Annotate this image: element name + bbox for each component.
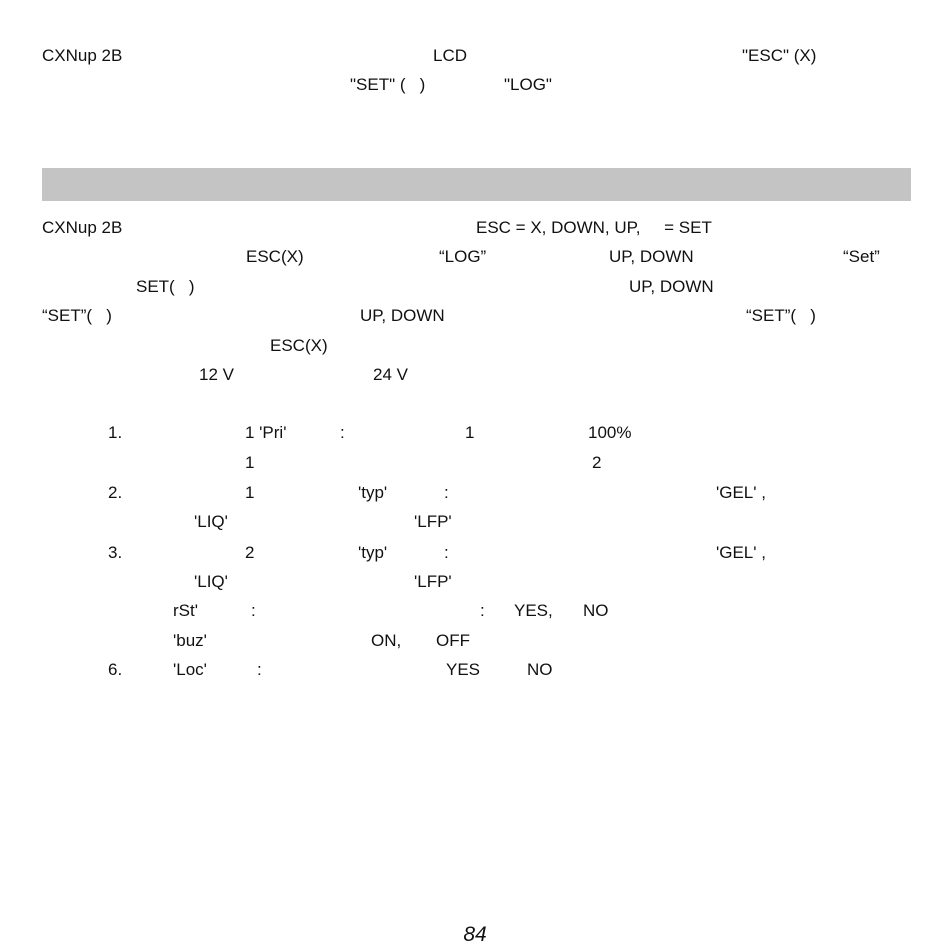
- list-item-5-on: ON,: [371, 631, 402, 650]
- list-item-1-pri: 1 'Pri': [245, 423, 287, 442]
- section-updown-keys: UP, DOWN: [360, 306, 445, 325]
- list-item-2-typ: 'typ': [358, 483, 388, 502]
- list-item-1-number: 1.: [108, 423, 123, 442]
- section-updown-keys: UP, DOWN: [629, 277, 714, 296]
- intro-log-label: "LOG": [504, 75, 552, 94]
- list-item-4-no: NO: [583, 601, 609, 620]
- intro-lcd-label: LCD: [433, 46, 468, 65]
- list-item-2-colon: :: [444, 483, 449, 502]
- section-set-label: “Set”: [843, 247, 880, 266]
- list-item-6-colon: :: [257, 660, 262, 679]
- intro-esc-key: "ESC" (X): [742, 46, 817, 65]
- intro-set-key: "SET" ( ): [350, 75, 426, 94]
- page-number: 84: [463, 923, 487, 946]
- section-set-key: “SET”( ): [42, 306, 112, 325]
- section-product-name: CXNup 2B: [42, 218, 123, 237]
- intro-product-name: CXNup 2B: [42, 46, 123, 65]
- list-item-4-colon: :: [251, 601, 256, 620]
- list-item-3-gel: 'GEL' ,: [716, 543, 766, 562]
- list-item-4-yes: YES,: [514, 601, 553, 620]
- list-item-2-value: 1: [245, 483, 255, 502]
- list-item-3-typ: 'typ': [358, 543, 388, 562]
- list-item-6-yes: YES: [446, 660, 481, 679]
- list-item-1-value: 1: [465, 423, 475, 442]
- list-item-6-loc: 'Loc': [173, 660, 207, 679]
- list-item-1-value: 2: [592, 453, 602, 472]
- list-item-1-colon: :: [340, 423, 345, 442]
- section-voltage-24v: 24 V: [373, 365, 408, 384]
- list-item-3-colon: :: [444, 543, 449, 562]
- list-item-3-liq: 'LIQ': [194, 572, 228, 591]
- list-item-3-lfp: 'LFP': [414, 572, 452, 591]
- section-updown-keys: UP, DOWN: [609, 247, 694, 266]
- list-item-1-value: 1: [245, 453, 255, 472]
- list-item-2-lfp: 'LFP': [414, 512, 452, 531]
- list-item-6-no: NO: [527, 660, 553, 679]
- section-esc-key: ESC(X): [246, 247, 304, 266]
- section-esc-key: ESC(X): [270, 336, 328, 355]
- list-item-4-colon: :: [480, 601, 485, 620]
- section-header-bar: [42, 168, 911, 201]
- section-set-key: SET( ): [136, 277, 195, 296]
- list-item-2-liq: 'LIQ': [194, 512, 228, 531]
- list-item-2-gel: 'GEL' ,: [716, 483, 766, 502]
- list-item-3-number: 3.: [108, 543, 123, 562]
- section-key-legend: ESC = X, DOWN, UP, = SET: [476, 218, 712, 237]
- list-item-5-off: OFF: [436, 631, 470, 650]
- list-item-2-number: 2.: [108, 483, 123, 502]
- list-item-4-rst: rSt': [173, 601, 198, 620]
- list-item-1-percent: 100%: [588, 423, 632, 442]
- list-item-3-value: 2: [245, 543, 255, 562]
- section-log-label: “LOG”: [439, 247, 487, 266]
- section-voltage-12v: 12 V: [199, 365, 234, 384]
- list-item-5-buz: 'buz': [173, 631, 207, 650]
- list-item-6-number: 6.: [108, 660, 123, 679]
- section-set-key: “SET”( ): [746, 306, 816, 325]
